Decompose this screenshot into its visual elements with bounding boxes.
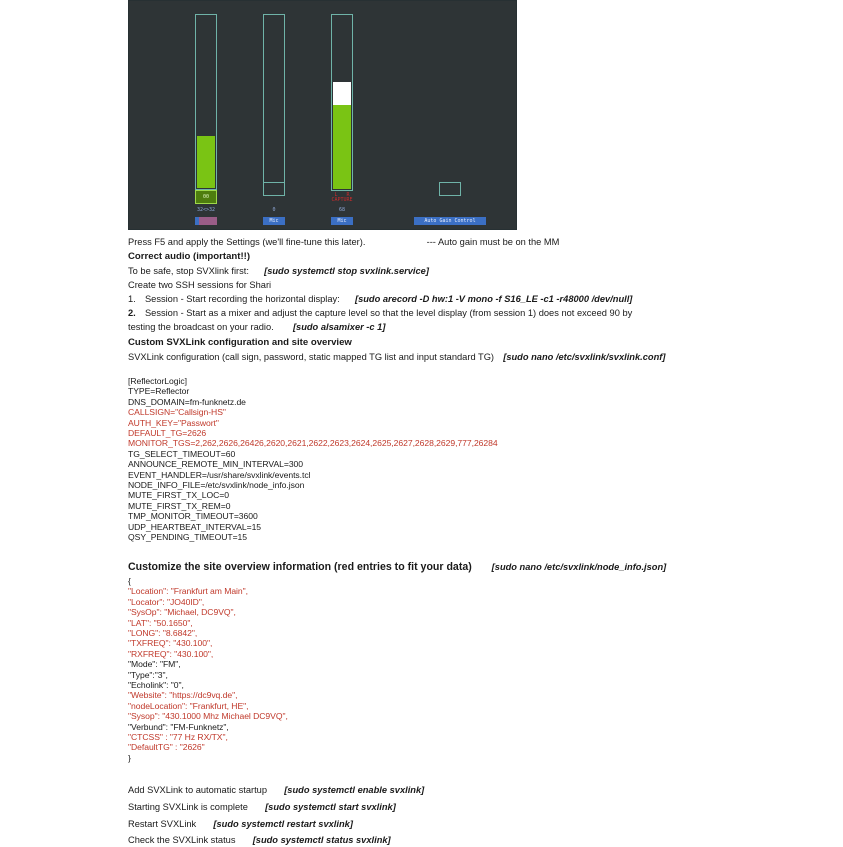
svxlink-conf-text: SVXLink configuration (call sign, password, static mapped TG list and input standard TG) xyxy=(128,352,495,362)
heading-custom-svxlink xyxy=(128,336,352,349)
mixer-name-bar-2[interactable]: Mic xyxy=(263,217,285,225)
json-line: "Type":"3", xyxy=(128,669,168,680)
json-line: "DefaultTG" : "2626" xyxy=(128,742,205,753)
line-session-2 xyxy=(128,307,632,320)
json-line: { xyxy=(128,576,131,586)
mixer-track-1[interactable] xyxy=(195,14,217,190)
config-line: DEFAULT_TG=2626 xyxy=(128,428,207,438)
json-line: "SysOp": "Michael, DC9VQ", xyxy=(128,607,236,618)
command-status-svxlink: [sudo systemctl status svxlink] xyxy=(252,835,391,845)
config-line: TMP_MONITOR_TIMEOUT=3600 xyxy=(128,511,258,522)
line-restart xyxy=(128,818,353,831)
config-line: MUTE_FIRST_TX_REM=0 xyxy=(128,500,231,511)
mixer-name-bar-3[interactable]: Mic xyxy=(331,217,353,225)
line-session-1 xyxy=(128,293,632,306)
line-press-f5 xyxy=(128,236,559,249)
json-line: "Verbund": "FM-Funknetz", xyxy=(128,721,229,732)
line-starting-complete xyxy=(128,801,396,814)
mixer-track-3[interactable] xyxy=(331,14,353,191)
mixer-value-label-1: 32<>32 xyxy=(196,207,216,213)
mixer-fill-3 xyxy=(333,82,351,189)
session-2-text-cont: testing the broadcast on your radio. xyxy=(128,322,274,332)
alsamixer-screenshot xyxy=(128,0,517,230)
add-startup-text: Add SVXLink to automatic startup xyxy=(128,785,268,795)
command-nano-node-info: [sudo nano /etc/svxlink/node_info.json] xyxy=(491,562,667,572)
session-1-number: 1. xyxy=(128,294,136,304)
command-start-svxlink: [sudo systemctl start svxlink] xyxy=(265,802,396,812)
config-line: MUTE_FIRST_TX_LOC=0 xyxy=(128,490,230,501)
config-line: TYPE=Reflector xyxy=(128,386,190,397)
command-arecord: [sudo arecord -D hw:1 -V mono -f S16_LE -c1 -r48000 /dev/null] xyxy=(354,294,633,304)
session-2-text: Session - Start as a mixer and adjust the capture level so that the level display (from session 1) does not exceed 90 by xyxy=(144,308,633,318)
check-status-text: Check the SVXLink status xyxy=(128,835,236,845)
config-line: CALLSIGN="Callsign-HS" xyxy=(128,407,226,418)
restart-text: Restart SVXLink xyxy=(128,819,197,829)
mixer-peak-3 xyxy=(333,82,351,105)
line-session-2-cont xyxy=(128,321,385,334)
config-line: QSY_PENDING_TIMEOUT=15 xyxy=(128,532,248,542)
mixer-value-box-1[interactable]: 00 xyxy=(195,190,217,204)
json-line: "Website": "https://dc9vq.de", xyxy=(128,690,238,701)
json-line: } xyxy=(128,752,131,763)
heading-correct-audio-label: Correct audio (important!!) xyxy=(128,251,251,262)
json-line: "Sysop": "430.1000 Mhz Michael DC9VQ", xyxy=(128,711,288,722)
config-line: TG_SELECT_TIMEOUT=60 xyxy=(128,448,236,459)
json-line: "nodeLocation": "Frankfurt, HE", xyxy=(128,700,249,711)
mixer-fill-1 xyxy=(197,136,215,188)
json-line: "LAT": "50.1650", xyxy=(128,617,193,628)
session-2-number: 2. xyxy=(128,308,136,318)
session-1-text: Session - Start recording the horizontal display: xyxy=(144,294,340,304)
command-restart-svxlink: [sudo systemctl restart svxlink] xyxy=(213,819,353,829)
line-create-ssh xyxy=(128,279,271,292)
config-line: MONITOR_TGS=2,262,2626,26426,2620,2621,2622,2623,2624,2625,2627,2628,2629,777,26284 xyxy=(128,438,498,449)
heading-custom-svxlink-label: Custom SVXLink configuration and site overview xyxy=(128,337,352,348)
starting-complete-text: Starting SVXLink is complete xyxy=(128,802,248,812)
heading-customize-site-label: Customize the site overview information (red entries to fit your data) xyxy=(128,561,472,573)
json-line: "RXFREQ": "430.100", xyxy=(128,648,214,659)
config-line: [ReflectorLogic] xyxy=(128,376,187,386)
alsamixer-canvas xyxy=(129,1,516,229)
config-line: ANNOUNCE_REMOTE_MIN_INTERVAL=300 xyxy=(128,459,304,470)
line-stop-svxlink xyxy=(128,265,429,278)
command-alsamixer: [sudo alsamixer -c 1] xyxy=(292,322,386,332)
heading-correct-audio xyxy=(128,250,250,263)
mixer-capture-tag-3: L R CAPTURE xyxy=(331,192,353,204)
mixer-channel-4[interactable] xyxy=(414,5,486,229)
config-line: NODE_INFO_FILE=/etc/svxlink/node_info.json xyxy=(128,480,305,490)
line-add-startup xyxy=(128,784,424,797)
autogain-note: --- Auto gain must be on the MM xyxy=(426,237,560,247)
json-line: "Location": "Frankfurt am Main", xyxy=(128,586,248,597)
mixer-channel-1[interactable] xyxy=(195,5,217,229)
json-line: "CTCSS" : "77 Hz RX/TX", xyxy=(128,732,228,742)
mixer-name-bar-1[interactable] xyxy=(195,217,217,225)
create-ssh-text: Create two SSH sessions for Shari xyxy=(128,280,272,290)
config-line: AUTH_KEY="Passwort" xyxy=(128,417,219,428)
json-line: "TXFREQ": "430.100", xyxy=(128,638,213,649)
mixer-name-bar-4[interactable]: Auto Gain Control xyxy=(414,217,486,225)
command-stop-svxlink: [sudo systemctl stop svxlink.service] xyxy=(264,266,429,276)
stop-svxlink-text: To be safe, stop SVXlink first: xyxy=(128,266,249,276)
line-svxlink-conf xyxy=(128,351,665,364)
mixer-value-label-2: 0 xyxy=(272,207,276,213)
config-line: UDP_HEARTBEAT_INTERVAL=15 xyxy=(128,521,262,532)
json-line: "Mode": "FM", xyxy=(128,659,181,670)
mixer-track-2[interactable] xyxy=(263,14,285,196)
config-line: DNS_DOMAIN=fm-funknetz.de xyxy=(128,396,246,407)
line-check-status xyxy=(128,834,391,847)
heading-customize-site xyxy=(128,561,666,574)
mixer-channel-2[interactable] xyxy=(263,5,285,229)
mixer-value-box-4[interactable] xyxy=(439,182,461,196)
mixer-channel-3[interactable] xyxy=(331,5,353,229)
press-f5-text: Press F5 and apply the Settings (we'll fine-tune this later). xyxy=(128,237,366,247)
command-enable-svxlink: [sudo systemctl enable svxlink] xyxy=(284,785,425,795)
mixer-value-label-3: 68 xyxy=(338,207,346,213)
json-line: "Locator": "JO40ID", xyxy=(128,596,205,607)
json-line: "LONG": "8.6842", xyxy=(128,628,198,638)
mixer-value-box-2[interactable] xyxy=(263,182,285,196)
json-line: "Echolink": "0", xyxy=(128,680,184,690)
config-line: EVENT_HANDLER=/usr/share/svxlink/events.tcl xyxy=(128,469,311,480)
command-nano-svxlink-conf: [sudo nano /etc/svxlink/svxlink.conf] xyxy=(503,352,666,362)
